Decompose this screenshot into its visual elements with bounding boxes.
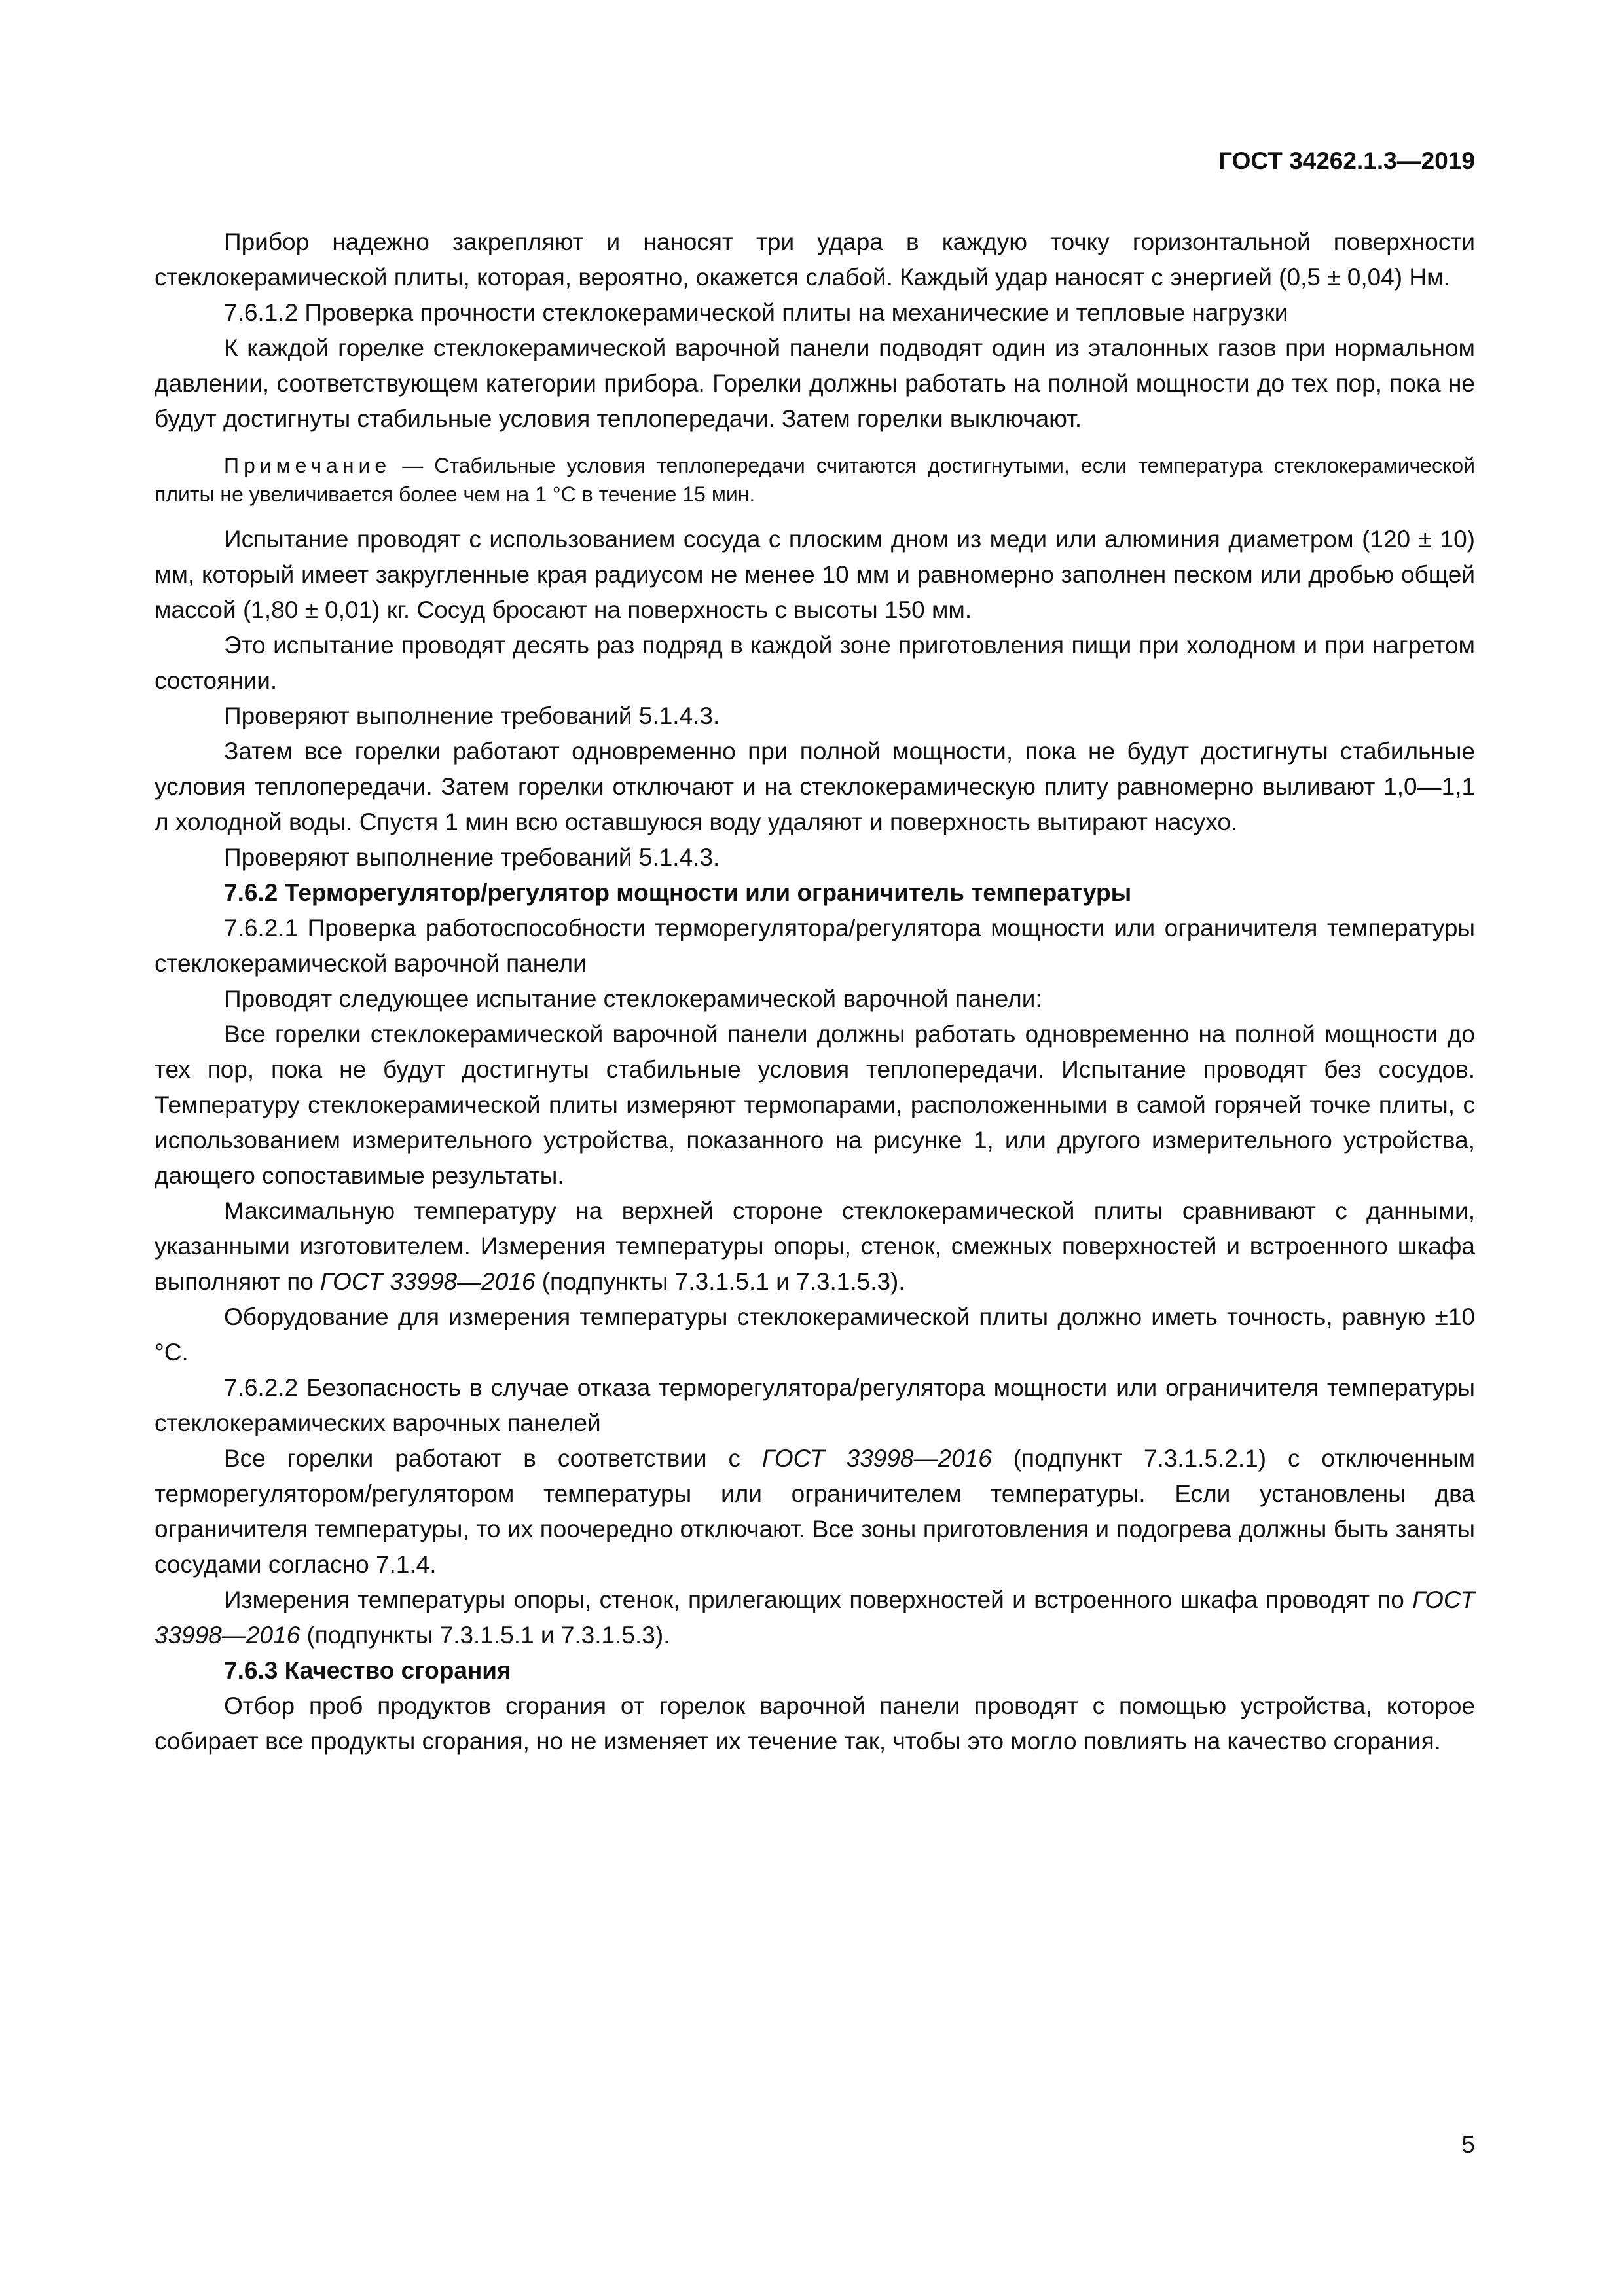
subsection-title-7-6-1-2: 7.6.1.2 Проверка прочности стеклокерамической плиты на механические и тепловые нагрузки: [224, 299, 1288, 326]
paragraph: [155, 1194, 1475, 1300]
paragraph-text: Все горелки работают в соответствии с: [224, 1445, 762, 1472]
paragraph: Испытание проводят с использованием сосуда с плоским дном из меди или алюминия диаметром (120 ± 10) мм, который имеет закругленные края радиусом не менее 10 мм и равномерно заполнен песком или дробью общей массой (1,80 ± 0,01) кг. Сосуд бросают на поверхность с высоты 150 мм.: [155, 526, 1475, 623]
paragraph-text: (подпункт 7.3.1.5.2.1) с отключенным терморегулятором/регулятором температуры или ограничителем температуры. Если установлены два ограничителя температуры, то их поочередно отключают. Все зоны приготовления и подогрева должны быть заняты сосудами согласно 7.1.4.: [155, 1445, 1475, 1578]
section-heading-7-6-2: 7.6.2 Терморегулятор/регулятор мощности или ограничитель температуры: [224, 879, 1132, 906]
paragraph: Проверяют выполнение требований 5.1.4.3.: [224, 844, 720, 871]
document-header: [155, 147, 1475, 175]
note: [155, 451, 1475, 509]
note-label: Примечание: [224, 454, 392, 477]
page-number: 5: [1461, 2131, 1475, 2158]
paragraph: К каждой горелке стеклокерамической варочной панели подводят один из эталонных газов при нормальном давлении, соответствующем категории прибора. Горелки должны работать на полной мощности до тех пор, пока не будут достигнуты стабильные условия теплопередачи. Затем горелки выключают.: [155, 335, 1475, 432]
paragraph: Отбор проб продуктов сгорания от горелок варочной панели проводят с помощью устройства, которое собирает все продукты сгорания, но не изменяет их течение так, чтобы это могло повлиять на качество сгорания.: [155, 1692, 1475, 1755]
standard-reference: ГОСТ 33998—2016: [761, 1445, 992, 1472]
standard-reference: ГОСТ 33998—2016: [155, 1586, 1475, 1649]
paragraph: Оборудование для измерения температуры стеклокерамической плиты должно иметь точность, равную ±10 °С.: [155, 1303, 1475, 1366]
paragraph: [155, 1582, 1475, 1653]
paragraph: Это испытание проводят десять раз подряд в каждой зоне приготовления пищи при холодном и при нагретом состоянии.: [155, 632, 1475, 694]
document-id: ГОСТ 34262.1.3—2019: [1218, 147, 1475, 174]
page-body: [155, 225, 1475, 1759]
paragraph: Проводят следующее испытание стеклокерамической варочной панели:: [224, 985, 1042, 1012]
subsection-title-7-6-2-2: 7.6.2.2 Безопасность в случае отказа терморегулятора/регулятора мощности или ограничителя температуры стеклокерамических варочных панелей: [155, 1374, 1475, 1436]
note-text: — Стабильные условия теплопередачи считаются достигнутыми, если температура стеклокерамической плиты не увеличивается более чем на 1 °С в течение 15 мин.: [155, 454, 1475, 506]
paragraph: [155, 1441, 1475, 1582]
paragraph: Все горелки стеклокерамической варочной панели должны работать одновременно на полной мощности до тех пор, пока не будут достигнуты стабильные условия теплопередачи. Испытание проводят без сосудов. Температуру стеклокерамической плиты измеряют термопарами, расположенными в самой горячей точке плиты, с использованием измерительного устройства, показанного на рисунке 1, или другого измерительного устройства, дающего сопоставимые результаты.: [155, 1021, 1475, 1189]
subsection-title-7-6-2-1: 7.6.2.1 Проверка работоспособности терморегулятора/регулятора мощности или ограничителя температуры стеклокерамической варочной панели: [155, 915, 1475, 977]
paragraph: Проверяют выполнение требований 5.1.4.3.: [224, 702, 720, 729]
standard-reference: ГОСТ 33998—2016: [320, 1268, 536, 1295]
paragraph-text: (подпункты 7.3.1.5.1 и 7.3.1.5.3).: [535, 1268, 905, 1295]
paragraph-text: Измерения температуры опоры, стенок, прилегающих поверхностей и встроенного шкафа проводят по: [224, 1586, 1413, 1613]
paragraph: Прибор надежно закрепляют и наносят три удара в каждую точку горизонтальной поверхности стеклокерамической плиты, которая, вероятно, окажется слабой. Каждый удар наносят с энергией (0,5 ± 0,04) Нм.: [155, 228, 1475, 291]
paragraph: Затем все горелки работают одновременно при полной мощности, пока не будут достигнуты стабильные условия теплопередачи. Затем горелки отключают и на стеклокерамическую плиту равномерно выливают 1,0—1,1 л холодной воды. Спустя 1 мин всю оставшуюся воду удаляют и поверхность вытирают насухо.: [155, 738, 1475, 835]
section-heading-7-6-3: 7.6.3 Качество сгорания: [224, 1657, 511, 1684]
paragraph-text: (подпункты 7.3.1.5.1 и 7.3.1.5.3).: [300, 1622, 670, 1649]
paragraph-text: Максимальную температуру на верхней стороне стеклокерамической плиты сравнивают с данными, указанными изготовителем. Измерения температуры опоры, стенок, смежных поверхностей и встроенного шкафа выполняют по: [155, 1197, 1475, 1295]
